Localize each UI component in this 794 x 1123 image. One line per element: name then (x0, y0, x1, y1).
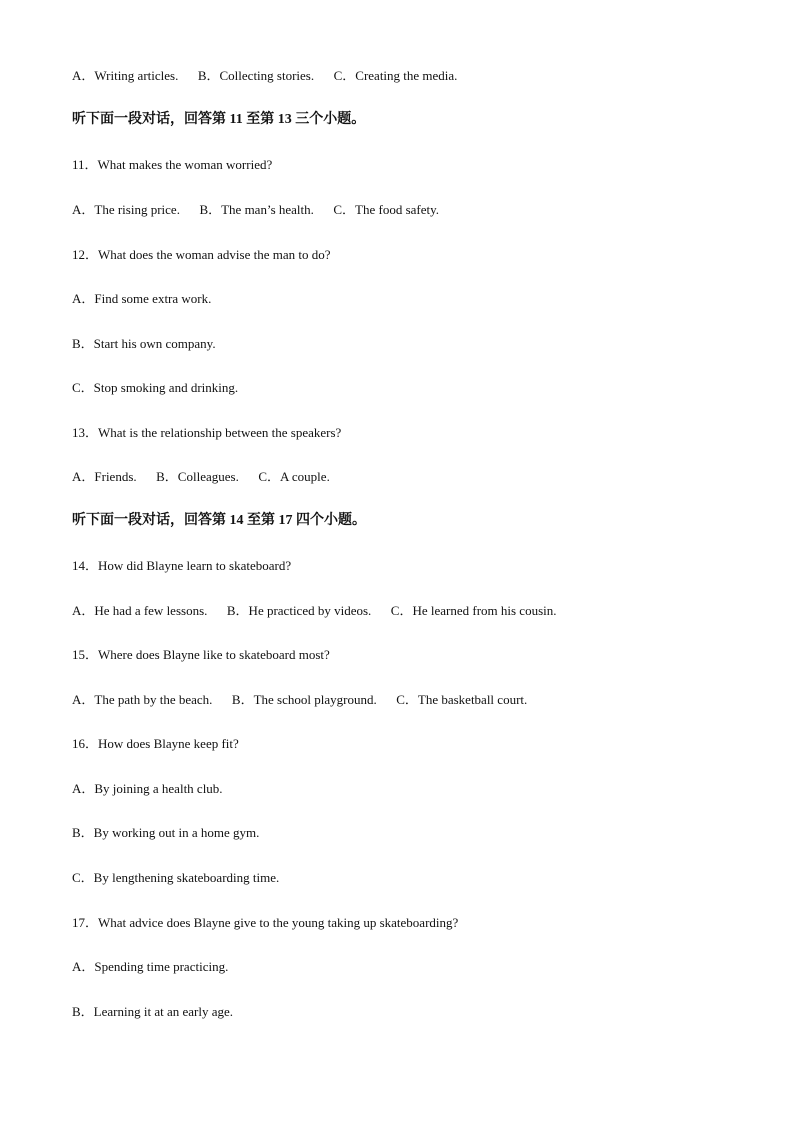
q16-option-c: C．By lengthening skateboarding time. (72, 870, 280, 885)
q15-options: A．The path by the beach. B．The school playground. C．The basketball court. (72, 692, 528, 707)
question-15: 15．Where does Blayne like to skateboard most? (72, 647, 330, 662)
q16-option-a: A．By joining a health club. (72, 781, 223, 796)
question-17: 17．What advice does Blayne give to the young taking up skateboarding? (72, 915, 459, 930)
q12-option-a: A．Find some extra work. (72, 291, 212, 306)
q17-option-a: A．Spending time practicing. (72, 959, 229, 974)
question-11: 11．What makes the woman worried? (72, 157, 273, 172)
q11-options: A．The rising price. B．The man’s health. C．The food safety. (72, 202, 440, 217)
section-heading-11-13: 听下面一段对话，回答第 11 至第 13 三个小题。 (72, 112, 366, 127)
q12-option-b: B．Start his own company. (72, 336, 216, 351)
q10-options: A．Writing articles. B．Collecting stories. C．Creating the media. (72, 68, 458, 83)
section-heading-14-17: 听下面一段对话，回答第 14 至第 17 四个小题。 (72, 513, 366, 528)
q12-option-c: C．Stop smoking and drinking. (72, 380, 239, 395)
q13-options: A．Friends. B．Colleagues. C．A couple. (72, 469, 330, 484)
q16-option-b: B．By working out in a home gym. (72, 825, 260, 840)
question-13: 13．What is the relationship between the speakers? (72, 425, 342, 440)
question-16: 16．How does Blayne keep fit? (72, 736, 239, 751)
q14-options: A．He had a few lessons. B．He practiced by videos. C．He learned from his cousin. (72, 603, 557, 618)
question-12: 12．What does the woman advise the man to do? (72, 247, 331, 262)
question-14: 14．How did Blayne learn to skateboard? (72, 558, 292, 573)
q17-option-b: B．Learning it at an early age. (72, 1004, 233, 1019)
